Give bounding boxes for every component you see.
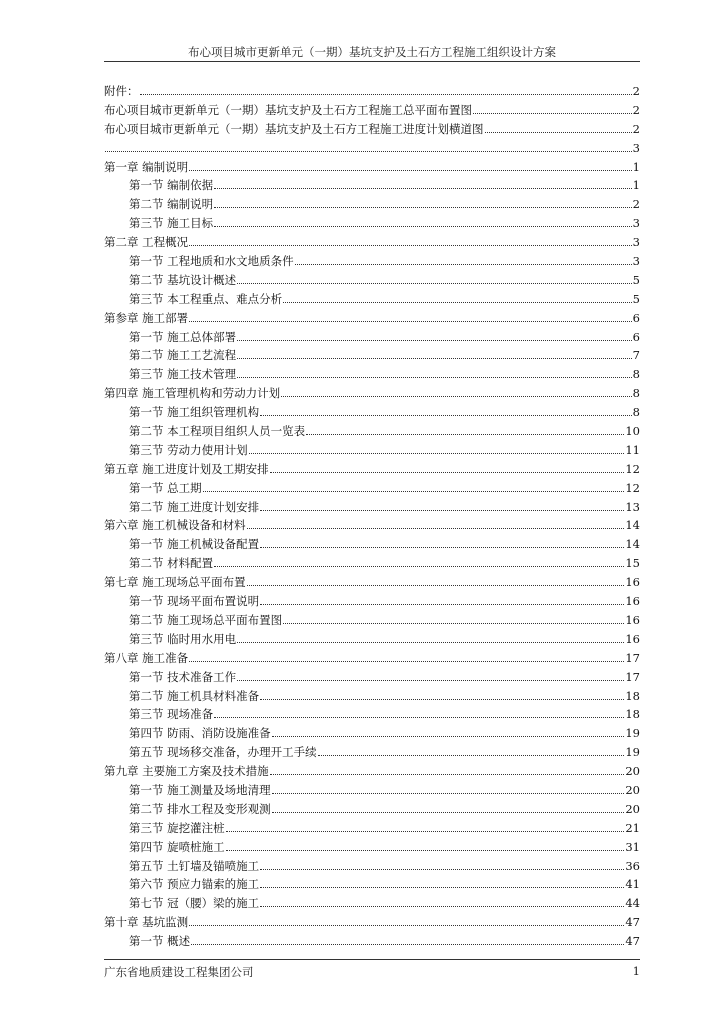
toc-dot-leader bbox=[270, 472, 625, 473]
footer-company: 广东省地质建设工程集团公司 bbox=[104, 965, 254, 979]
toc-section-entry[interactable] bbox=[104, 290, 640, 309]
toc-section-entry[interactable] bbox=[104, 176, 640, 195]
toc-entry-title: 第二章 工程概况 bbox=[104, 235, 189, 250]
toc-entry-page: 16 bbox=[625, 631, 640, 646]
toc-dot-leader bbox=[214, 566, 624, 567]
toc-section-entry[interactable] bbox=[104, 498, 640, 517]
toc-chapter-entry[interactable] bbox=[104, 384, 640, 403]
toc-entry-title: 第三节 临时用水用电 bbox=[129, 631, 237, 646]
toc-entry-page: 15 bbox=[625, 556, 640, 571]
toc-entry-page: 41 bbox=[625, 877, 640, 892]
toc-section-entry[interactable] bbox=[104, 403, 640, 422]
toc-section-entry[interactable] bbox=[104, 857, 640, 876]
toc-section-entry[interactable] bbox=[104, 271, 640, 290]
toc-chapter-entry[interactable] bbox=[104, 460, 640, 479]
toc-dot-leader bbox=[105, 151, 632, 152]
page-header-title: 布心项目城市更新单元（一期）基坑支护及土石方工程施工组织设计方案 bbox=[188, 45, 556, 59]
toc-section-entry[interactable] bbox=[104, 214, 640, 233]
table-of-contents bbox=[104, 82, 640, 951]
toc-entry-page: 10 bbox=[625, 424, 640, 439]
toc-dot-leader bbox=[260, 887, 624, 888]
toc-chapter-entry[interactable] bbox=[104, 158, 640, 177]
toc-entry-title: 第一节 工程地质和水文地质条件 bbox=[129, 254, 294, 269]
toc-entry-title: 第二节 材料配置 bbox=[129, 556, 214, 571]
toc-chapter-entry[interactable] bbox=[104, 139, 640, 158]
toc-dot-leader bbox=[226, 850, 625, 851]
footer-page-number: 1 bbox=[632, 964, 640, 978]
toc-section-entry[interactable] bbox=[104, 195, 640, 214]
toc-dot-leader bbox=[237, 358, 632, 359]
toc-chapter-entry[interactable] bbox=[104, 913, 640, 932]
toc-entry-page: 36 bbox=[625, 858, 640, 873]
toc-entry-page: 1 bbox=[632, 178, 640, 193]
toc-entry-page: 31 bbox=[625, 839, 640, 854]
toc-section-entry[interactable] bbox=[104, 687, 640, 706]
toc-entry-title: 第一章 编制说明 bbox=[104, 159, 189, 174]
toc-dot-leader bbox=[283, 623, 624, 624]
toc-entry-page: 8 bbox=[632, 405, 640, 420]
toc-dot-leader bbox=[214, 207, 632, 208]
toc-entry-page: 8 bbox=[632, 386, 640, 401]
toc-entry-page: 16 bbox=[625, 594, 640, 609]
toc-dot-leader bbox=[260, 699, 624, 700]
toc-entry-title: 第一节 技术准备工作 bbox=[129, 669, 237, 684]
toc-entry-title: 第五章 施工进度计划及工期安排 bbox=[104, 461, 269, 476]
toc-section-entry[interactable] bbox=[104, 535, 640, 554]
toc-section-entry[interactable] bbox=[104, 838, 640, 857]
toc-entry-page: 8 bbox=[632, 367, 640, 382]
toc-entry-title: 第一节 施工测量及场地清理 bbox=[129, 782, 271, 797]
toc-entry-page: 47 bbox=[625, 915, 640, 930]
toc-entry-title: 第一节 施工机械设备配置 bbox=[129, 537, 260, 552]
toc-dot-leader bbox=[260, 604, 624, 605]
toc-entry-title: 第一节 编制依据 bbox=[129, 178, 214, 193]
toc-entry-title: 第二节 排水工程及变形观测 bbox=[129, 801, 271, 816]
toc-section-entry[interactable] bbox=[104, 554, 640, 573]
toc-dot-leader bbox=[189, 321, 632, 322]
toc-entry-title: 第参章 施工部署 bbox=[104, 310, 189, 325]
toc-dot-leader bbox=[283, 302, 632, 303]
toc-dot-leader bbox=[237, 642, 624, 643]
toc-dot-leader bbox=[237, 680, 624, 681]
toc-entry-title: 第二节 施工工艺流程 bbox=[129, 348, 237, 363]
toc-entry-page: 6 bbox=[632, 329, 640, 344]
toc-dot-leader bbox=[237, 377, 632, 378]
toc-entry-title: 第四节 旋喷桩施工 bbox=[129, 839, 225, 854]
toc-entry-title: 第一节 概述 bbox=[129, 934, 191, 949]
toc-entry-title: 第二节 施工进度计划安排 bbox=[129, 499, 260, 514]
toc-dot-leader bbox=[485, 132, 632, 133]
toc-dot-leader bbox=[189, 925, 624, 926]
toc-section-entry[interactable] bbox=[104, 365, 640, 384]
toc-entry-page: 16 bbox=[625, 612, 640, 627]
toc-entry-title: 布心项目城市更新单元（一期）基坑支护及土石方工程施工进度计划横道图 bbox=[104, 121, 484, 136]
toc-section-entry[interactable] bbox=[104, 441, 640, 460]
toc-section-entry[interactable] bbox=[104, 875, 640, 894]
toc-entry-title: 第一节 总工期 bbox=[129, 480, 202, 495]
toc-section-entry[interactable] bbox=[104, 611, 640, 630]
toc-entry-page: 2 bbox=[632, 121, 640, 136]
toc-dot-leader bbox=[189, 661, 624, 662]
toc-entry-title: 第七章 施工现场总平面布置 bbox=[104, 575, 246, 590]
toc-entry-title: 第三节 本工程重点、难点分析 bbox=[129, 291, 283, 306]
toc-dot-leader bbox=[318, 755, 625, 756]
toc-section-entry[interactable] bbox=[104, 781, 640, 800]
toc-entry-page: 3 bbox=[632, 140, 640, 155]
toc-dot-leader bbox=[247, 528, 625, 529]
toc-entry-title: 第三节 现场准备 bbox=[129, 707, 214, 722]
toc-dot-leader bbox=[272, 793, 625, 794]
toc-entry-page: 20 bbox=[625, 801, 640, 816]
toc-section-entry[interactable] bbox=[104, 743, 640, 762]
toc-dot-leader bbox=[260, 869, 624, 870]
toc-entry-page: 16 bbox=[625, 575, 640, 590]
toc-entry-title: 第六章 施工机械设备和材料 bbox=[104, 518, 246, 533]
toc-entry-title: 第一节 施工组织管理机构 bbox=[129, 405, 260, 420]
toc-dot-leader bbox=[249, 453, 625, 454]
toc-entry-title: 第十章 基坑监测 bbox=[104, 915, 189, 930]
toc-dot-leader bbox=[203, 491, 625, 492]
toc-entry-page: 2 bbox=[632, 197, 640, 212]
toc-entry-page: 17 bbox=[625, 650, 640, 665]
toc-dot-leader bbox=[237, 283, 632, 284]
toc-entry-title: 第二节 施工现场总平面布置图 bbox=[129, 612, 283, 627]
toc-dot-leader bbox=[226, 831, 625, 832]
toc-entry-page: 6 bbox=[632, 310, 640, 325]
toc-entry-page: 14 bbox=[625, 537, 640, 552]
toc-chapter-entry[interactable] bbox=[104, 762, 640, 781]
toc-section-entry[interactable] bbox=[104, 932, 640, 951]
toc-entry-page: 3 bbox=[632, 254, 640, 269]
toc-dot-leader bbox=[214, 226, 632, 227]
toc-dot-leader bbox=[214, 717, 624, 718]
toc-entry-title: 第二节 编制说明 bbox=[129, 197, 214, 212]
toc-chapter-entry[interactable] bbox=[104, 233, 640, 252]
toc-entry-page: 47 bbox=[625, 934, 640, 949]
toc-entry-title: 第三节 劳动力使用计划 bbox=[129, 442, 248, 457]
toc-section-entry[interactable] bbox=[104, 422, 640, 441]
toc-entry-page: 2 bbox=[632, 84, 640, 98]
toc-dot-leader bbox=[281, 396, 632, 397]
toc-entry-title: 第四节 防雨、消防设施准备 bbox=[129, 726, 271, 741]
toc-dot-leader bbox=[260, 547, 624, 548]
toc-entry-page: 3 bbox=[632, 216, 640, 231]
toc-entry-page: 5 bbox=[632, 291, 640, 306]
toc-entry-title: 第三节 施工目标 bbox=[129, 216, 214, 231]
toc-entry-title: 第六节 预应力锚索的施工 bbox=[129, 877, 260, 892]
toc-dot-leader bbox=[306, 434, 624, 435]
toc-entry-title: 第七节 冠（腰）梁的施工 bbox=[129, 896, 260, 911]
toc-entry-title: 布心项目城市更新单元（一期）基坑支护及土石方工程施工总平面布置图 bbox=[104, 102, 472, 117]
toc-entry-title: 第二节 本工程项目组织人员一览表 bbox=[129, 424, 306, 439]
toc-section-entry[interactable] bbox=[104, 630, 640, 649]
toc-section-entry[interactable] bbox=[104, 328, 640, 347]
toc-dot-leader bbox=[270, 774, 625, 775]
toc-dot-leader bbox=[295, 264, 632, 265]
toc-entry-page: 5 bbox=[632, 272, 640, 287]
toc-dot-leader bbox=[189, 245, 632, 246]
toc-entry-page: 17 bbox=[625, 669, 640, 684]
toc-section-entry[interactable] bbox=[104, 252, 640, 271]
toc-entry-page: 18 bbox=[625, 688, 640, 703]
toc-entry-page: 11 bbox=[625, 442, 640, 457]
toc-section-entry[interactable] bbox=[104, 819, 640, 838]
toc-entry-page: 2 bbox=[632, 102, 640, 117]
toc-dot-leader bbox=[272, 736, 625, 737]
toc-entry-page: 20 bbox=[625, 782, 640, 797]
toc-section-entry[interactable] bbox=[104, 346, 640, 365]
toc-entry-page: 21 bbox=[625, 820, 640, 835]
toc-entry-title: 第九章 主要施工方案及技术措施 bbox=[104, 764, 269, 779]
toc-entry-title: 第五节 现场移交准备，办理开工手续 bbox=[129, 745, 317, 760]
toc-entry-title: 第二节 施工机具材料准备 bbox=[129, 688, 260, 703]
toc-dot-leader bbox=[191, 944, 624, 945]
toc-entry-page: 18 bbox=[625, 707, 640, 722]
toc-dot-leader bbox=[260, 906, 624, 907]
toc-entry-title: 第三节 施工技术管理 bbox=[129, 367, 237, 382]
toc-entry-page: 19 bbox=[625, 726, 640, 741]
toc-chapter-entry[interactable] bbox=[104, 573, 640, 592]
toc-chapter-entry[interactable] bbox=[104, 120, 640, 139]
toc-chapter-entry[interactable] bbox=[104, 309, 640, 328]
toc-section-entry[interactable] bbox=[104, 479, 640, 498]
toc-entry-title: 第五节 土钉墙及锚喷施工 bbox=[129, 858, 260, 873]
toc-chapter-entry[interactable] bbox=[104, 516, 640, 535]
toc-entry-title: 第三节 旋挖灌注桩 bbox=[129, 820, 225, 835]
header-divider bbox=[104, 61, 640, 62]
toc-section-entry[interactable] bbox=[104, 592, 640, 611]
toc-entry-page: 20 bbox=[625, 764, 640, 779]
toc-dot-leader bbox=[473, 113, 632, 114]
toc-dot-leader bbox=[140, 94, 632, 95]
toc-chapter-entry[interactable] bbox=[104, 82, 640, 101]
toc-section-entry[interactable] bbox=[104, 668, 640, 687]
toc-chapter-entry[interactable] bbox=[104, 649, 640, 668]
toc-dot-leader bbox=[189, 170, 632, 171]
toc-entry-page: 12 bbox=[625, 480, 640, 495]
toc-entry-page: 12 bbox=[625, 461, 640, 476]
toc-dot-leader bbox=[237, 340, 632, 341]
toc-entry-page: 14 bbox=[625, 518, 640, 533]
toc-dot-leader bbox=[272, 812, 625, 813]
toc-entry-title: 第八章 施工准备 bbox=[104, 650, 189, 665]
toc-dot-leader bbox=[214, 188, 632, 189]
toc-entry-title: 第四章 施工管理机构和劳动力计划 bbox=[104, 386, 281, 401]
toc-entry-page: 3 bbox=[632, 235, 640, 250]
toc-entry-page: 13 bbox=[625, 499, 640, 514]
toc-chapter-entry[interactable] bbox=[104, 101, 640, 120]
toc-section-entry[interactable] bbox=[104, 894, 640, 913]
toc-section-entry[interactable] bbox=[104, 724, 640, 743]
toc-entry-title: 第一节 现场平面布置说明 bbox=[129, 594, 260, 609]
toc-dot-leader bbox=[247, 585, 625, 586]
toc-entry-page: 19 bbox=[625, 745, 640, 760]
toc-section-entry[interactable] bbox=[104, 800, 640, 819]
toc-entry-page: 7 bbox=[632, 348, 640, 363]
toc-dot-leader bbox=[260, 510, 624, 511]
toc-entry-title: 第一节 施工总体部署 bbox=[129, 329, 237, 344]
toc-entry-title: 第二节 基坑设计概述 bbox=[129, 272, 237, 287]
toc-entry-page: 44 bbox=[625, 896, 640, 911]
toc-section-entry[interactable] bbox=[104, 705, 640, 724]
toc-dot-leader bbox=[260, 415, 632, 416]
toc-entry-title: 附件： bbox=[104, 84, 139, 98]
toc-entry-page: 1 bbox=[632, 159, 640, 174]
footer-divider bbox=[104, 959, 640, 960]
